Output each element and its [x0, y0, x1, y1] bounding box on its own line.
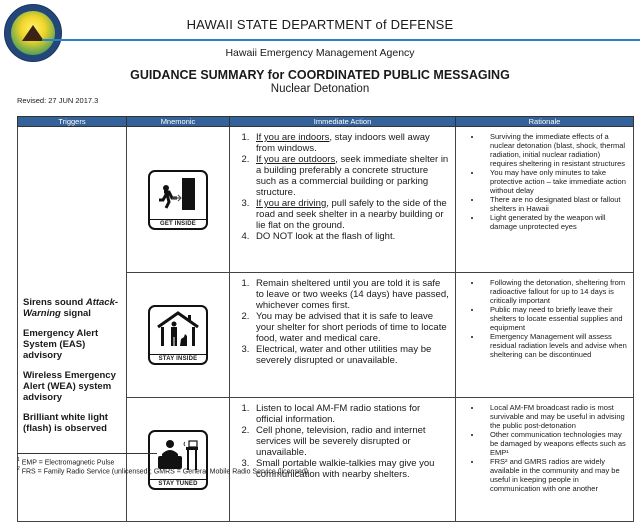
rationale-cell — [456, 398, 634, 522]
action-item: 2. If you are outdoors, seek immediate shelter in a building preferably a concrete structure such as a commercial building or parking structure. — [252, 154, 449, 198]
table-header-row — [18, 117, 634, 127]
header-rule — [42, 39, 640, 41]
rationale-item: • Other communication technologies may be damaged by weapons effects such as EMP¹ — [482, 430, 627, 457]
column-header-triggers: Triggers — [18, 117, 127, 127]
action-item: 3. Small portable walkie-talkies may give you communication with nearby shelters. — [252, 458, 449, 480]
rationale-item: • Light generated by the weapon will damage unprotected eyes — [482, 213, 627, 231]
mnemonic-cell — [127, 398, 230, 522]
action-cell — [230, 398, 456, 522]
mnemonic-label: STAY TUNED — [150, 479, 206, 487]
action-item: 2. You may be advised that it is safe to leave your shelter for short periods of time to locate food, water and medical care. — [252, 311, 449, 344]
action-list — [230, 278, 449, 366]
mnemonic-label: GET INSIDE — [150, 219, 206, 227]
rationale-item: • FRS² and GMRS radios are widely available in the community and may be useful in keeping people in communication with one another — [482, 457, 627, 493]
column-header-rationale: Rationale — [456, 117, 634, 127]
running-person-door-icon — [150, 172, 206, 216]
mnemonic-cell — [127, 273, 230, 398]
mnemonic-cell — [127, 127, 230, 273]
action-item: 4. DO NOT look at the flash of light. — [252, 231, 449, 242]
revision-date: Revised: 27 JUN 2017.3 — [17, 96, 99, 105]
table-row-get-inside — [18, 127, 634, 273]
stay-inside-icon — [148, 305, 208, 365]
rationale-list — [456, 278, 627, 359]
action-cell — [230, 127, 456, 273]
rationale-item: • Surviving the immediate effects of a nuclear detonation (blast, shock, thermal radiation, initial nuclear radiation) requires sheltering in resistant structures — [482, 132, 627, 168]
trigger-wea: Wireless Emergency Alert (WEA) system advisory — [23, 370, 116, 403]
rationale-list — [456, 403, 627, 493]
action-item: 2. Cell phone, television, radio and internet services will be severely disrupted or unavailable. — [252, 425, 449, 458]
document-subtitle: Nuclear Detonation — [270, 83, 370, 95]
department-name: HAWAII STATE DEPARTMENT of DEFENSE — [186, 17, 454, 32]
agency-name: Hawaii Emergency Management Agency — [225, 47, 415, 59]
footnote-divider — [17, 453, 157, 454]
action-item: 1. Remain sheltered until you are told it is safe to leave or two weeks (14 days) have passed, whichever comes first. — [252, 278, 449, 311]
rationale-item: • Emergency Management will assess residual radiation levels and advise when sheltering can be discontinued — [482, 332, 627, 359]
rationale-item: • You may have only minutes to take protective action – take immediate action without delay — [482, 168, 627, 195]
mnemonic-label: STAY INSIDE — [150, 354, 206, 362]
rationale-item: • Local AM-FM broadcast radio is most survivable and may be useful in advising the public post-detonation — [482, 403, 627, 430]
rationale-cell — [456, 273, 634, 398]
column-header-immediate-action: Immediate Action — [230, 117, 456, 127]
action-item: 1. If you are indoors, stay indoors well away from windows. — [252, 132, 449, 154]
rationale-item: • There are no designated blast or fallout shelters in Hawaii — [482, 195, 627, 213]
trigger-sirens: Sirens sound Attack-Warning signal — [23, 297, 119, 319]
column-header-mnemonic: Mnemonic — [127, 117, 230, 127]
action-item: 1. Listen to local AM-FM radio stations for official information. — [252, 403, 449, 425]
house-person-dog-icon — [150, 307, 206, 351]
get-inside-icon — [148, 170, 208, 230]
footnote-1: $^1$ EMP = Electromagnetic Pulse — [17, 457, 115, 467]
stay-tuned-icon — [148, 430, 208, 490]
rationale-item: • Public may need to briefly leave their shelters to locate essential supplies and equipment — [482, 305, 627, 332]
trigger-eas: Emergency Alert System (EAS) advisory — [23, 328, 99, 361]
trigger-flash: Brilliant white light (flash) is observed — [23, 412, 108, 434]
rationale-item: • Following the detonation, sheltering from radioactive fallout for up to 14 days is critically important — [482, 278, 627, 305]
action-list — [230, 132, 449, 242]
action-cell — [230, 273, 456, 398]
action-item: 3. If you are driving, pull safely to the side of the road and seek shelter in a nearby building or lie flat on the ground. — [252, 198, 449, 231]
document-title: GUIDANCE SUMMARY for COORDINATED PUBLIC MESSAGING — [130, 68, 510, 82]
action-item: 3. Electrical, water and other utilities may be severely disrupted or unavailable. — [252, 344, 449, 366]
rationale-cell — [456, 127, 634, 273]
footnote-2: $^2$ FRS = Family Radio Service (unlicensed); GMRS = General Mobile Radio Service (licensed) — [17, 466, 309, 476]
rationale-list — [456, 132, 627, 231]
